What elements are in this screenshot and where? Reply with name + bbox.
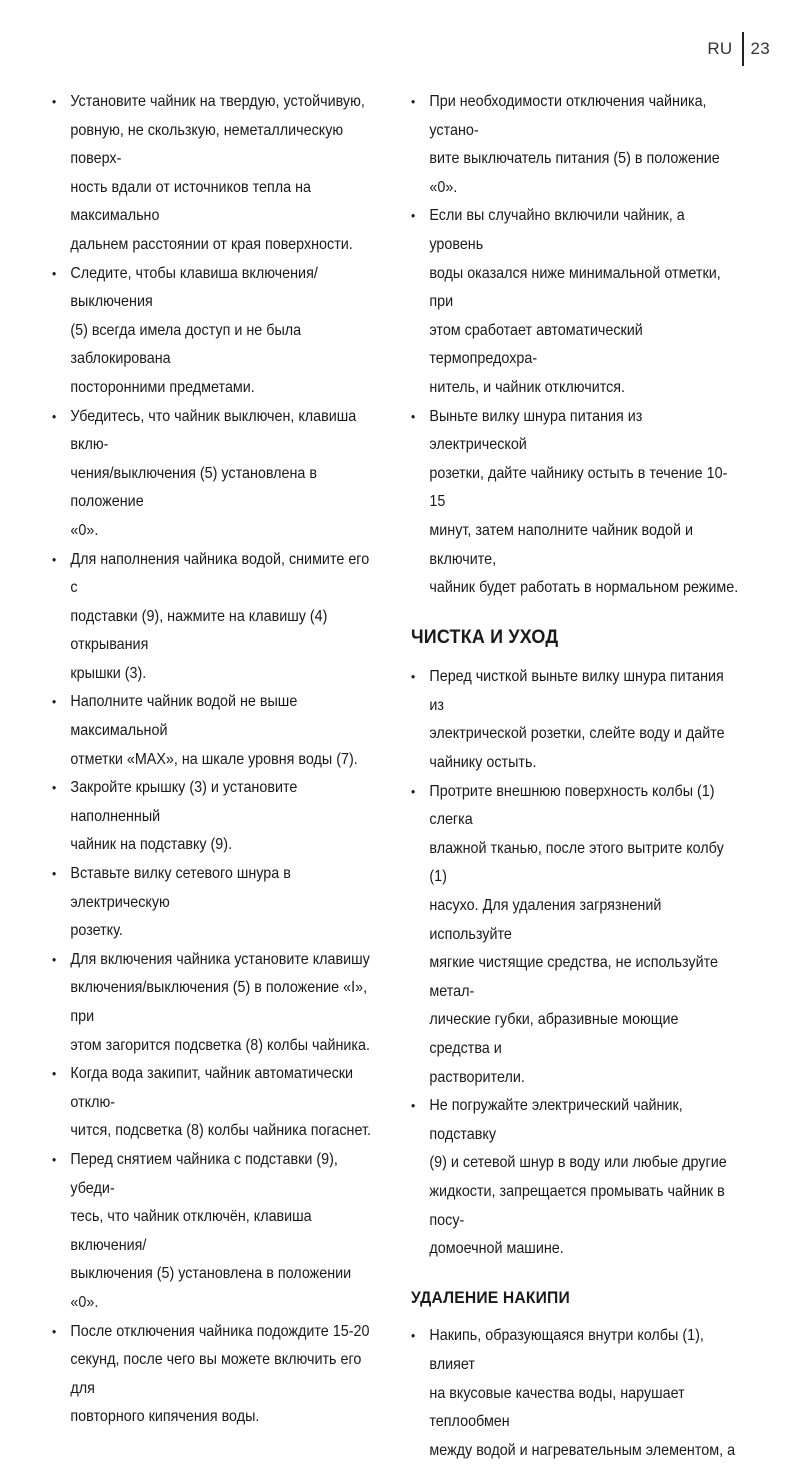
list-item: • При необходимости отключения чайника, устано- вите выключатель питания (5) в положение «0». — [411, 88, 742, 202]
list-item: • Наполните чайник водой не выше максимальной отметки «MAX», на шкале уровня воды (7). — [52, 688, 376, 774]
list-item: • Убедитесь, что чайник выключен, клавиша вклю- чения/выключения (5) установлена в положение «0». — [52, 403, 376, 546]
instructions-list-continued — [411, 88, 742, 603]
list-item: • Закройте крышку (3) и установите наполненный чайник на подставку (9). — [52, 774, 376, 860]
language-code: RU — [707, 39, 733, 58]
page-header — [707, 32, 770, 66]
list-item: • Не погружайте электрический чайник, подставку (9) и сетевой шнур в воду или любые другие жидкости, запрещается промывать чайник в посу- домоечной машине. — [411, 1092, 742, 1264]
list-item: • Установите чайник на твердую, устойчивую, ровную, не скользкую, неметаллическую поверх- ность вдали от источников тепла на максимально дальнем расстоянии от края поверхности. — [52, 88, 376, 260]
list-item: • Когда вода закипит, чайник автоматически отклю- чится, подсветка (8) колбы чайника погаснет. — [52, 1060, 376, 1146]
list-item: • Следите, чтобы клавиша включения/выключения (5) всегда имела доступ и не была заблокирована посторонними предметами. — [52, 260, 376, 403]
descaling-heading: УДАЛЕНИЕ НАКИПИ — [411, 1287, 570, 1307]
instructions-list — [52, 88, 376, 1432]
list-item: • Если вы случайно включили чайник, а уровень воды оказался ниже минимальной отметки, при этом сработает автоматический термопредохра- нитель, и чайник отключится. — [411, 202, 742, 402]
list-item: • Протрите внешнюю поверхность колбы (1) слегка влажной тканью, после этого вытрите колбу (1) насухо. Для удаления загрязнений используйте мягкие чистящие средства, не используйте метал- лические губки, абразивные моющие средства и растворители. — [411, 778, 742, 1093]
left-column — [52, 88, 376, 1432]
list-item: • Вставьте вилку сетевого шнура в электрическую розетку. — [52, 860, 376, 946]
cleaning-list — [411, 663, 742, 1263]
list-item: • Для включения чайника установите клавишу включения/выключения (5) в положение «I», при этом загорится подсветка (8) колбы чайника. — [52, 946, 376, 1060]
right-column — [411, 88, 742, 1465]
list-item: • Перед снятием чайника с подставки (9), убеди- тесь, что чайник отключён, клавиша включения/ выключения (5) установлена в положении «0». — [52, 1146, 376, 1318]
list-item: • Для наполнения чайника водой, снимите его с подставки (9), нажмите на клавишу (4) открывания крышки (3). — [52, 546, 376, 689]
list-item: • После отключения чайника подождите 15-20 секунд, после чего вы можете включить его для повторного кипячения воды. — [52, 1318, 376, 1432]
list-item: • Накипь, образующаяся внутри колбы (1), влияет на вкусовые качества воды, нарушает теплообмен между водой и нагревательным элементом, а — [411, 1322, 742, 1465]
list-item: • Выньте вилку шнура питания из электрической розетки, дайте чайнику остыть в течение 10-15 минут, затем наполните чайник водой и включите, чайник будет работать в нормальном режиме. — [411, 403, 742, 603]
list-item: • Перед чисткой выньте вилку шнура питания из электрической розетки, слейте воду и дайте чайнику остыть. — [411, 663, 742, 777]
page-number: 23 — [750, 39, 770, 58]
descaling-list — [411, 1322, 742, 1465]
cleaning-heading: ЧИСТКА И УХОД — [411, 625, 559, 648]
